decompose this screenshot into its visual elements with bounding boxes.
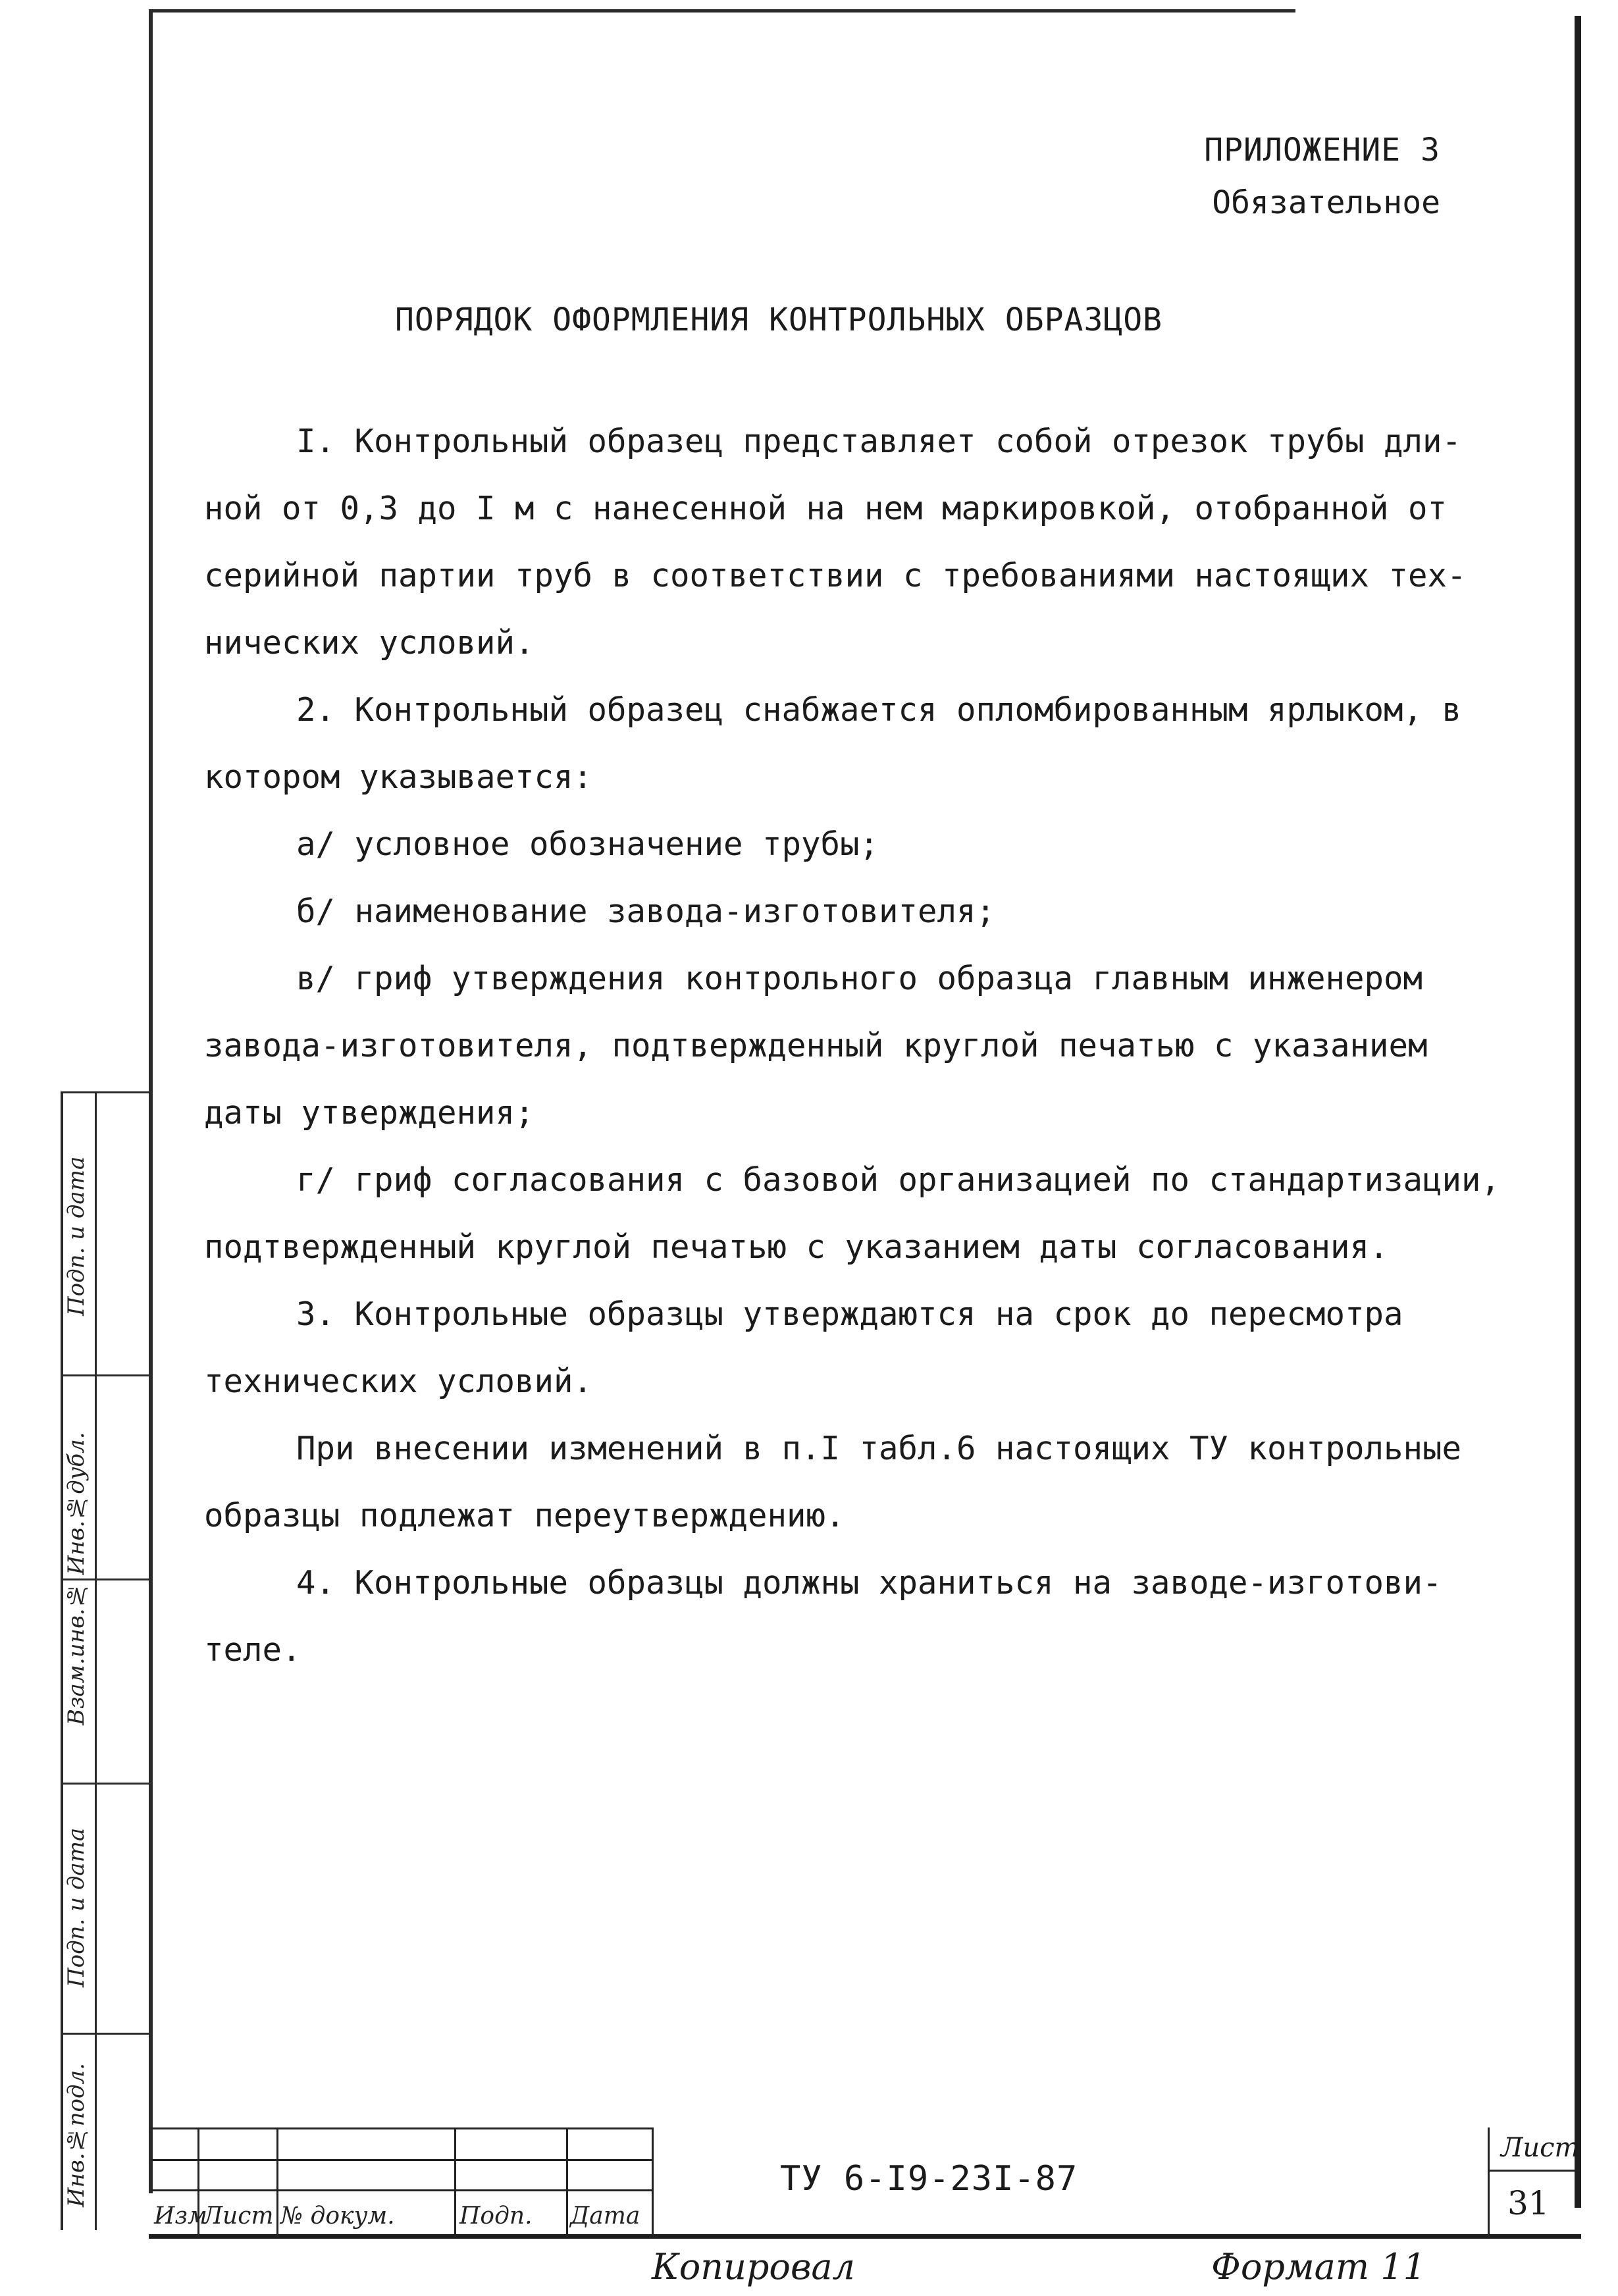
title-block-rule	[276, 2127, 278, 2237]
paragraph-1	[204, 408, 1540, 475]
text-line: образцы подлежат переутверждению.	[204, 1497, 845, 1534]
footer-format: Формат 11	[1211, 2246, 1426, 2287]
document-body	[204, 408, 1540, 1684]
text-line: 2. Контрольный образец снабжается опломбированным ярлыком, в	[296, 691, 1462, 729]
title-block-rule	[652, 2127, 654, 2237]
sheet-label: Лист	[1501, 2133, 1580, 2163]
text-line: 4. Контрольные образцы должны храниться на заводе-изготови-	[296, 1564, 1442, 1602]
paragraph-4	[204, 1415, 1540, 1482]
page-title: ПОРЯДОК ОФОРМЛЕНИЯ КОНТРОЛЬНЫХ ОБРАЗЦОВ	[395, 301, 1163, 338]
title-block-rule	[151, 2159, 652, 2161]
text-line: ной от 0,3 до I м с нанесенной на нем маркировкой, отобранной от	[204, 490, 1448, 527]
paragraph-3	[204, 1281, 1540, 1348]
footer-copied: Копировал	[652, 2246, 855, 2287]
title-block-rule	[566, 2127, 568, 2237]
text-line: завода-изготовителя, подтвержденный круглой печатью с указанием	[204, 1027, 1428, 1064]
title-block-rule	[151, 2127, 652, 2129]
paragraph-5	[204, 1550, 1540, 1617]
appendix-label: ПРИЛОЖЕНИЕ 3	[1204, 132, 1440, 169]
side-stamp-rule	[63, 1783, 153, 1785]
title-block-rule	[1488, 2170, 1580, 2172]
side-stamp-rule	[63, 1374, 153, 1376]
title-block-rule	[1488, 2127, 1490, 2237]
text-line: I. Контрольный образец представляет собой отрезок трубы дли-	[296, 423, 1462, 460]
side-label-sign-date-2: Подп. и дата	[63, 1827, 90, 1988]
title-block-rule	[151, 2189, 652, 2191]
text-line: подтвержденный круглой печатью с указанием даты согласования.	[204, 1228, 1389, 1266]
frame-right-line	[1575, 16, 1581, 2208]
list-item-b: б/ наименование завода-изготовителя;	[296, 893, 996, 930]
col-label-sign: Подп.	[459, 2203, 533, 2230]
side-stamp-rule	[63, 1091, 153, 1093]
frame-top-line	[150, 9, 1295, 13]
col-label-list: Лист	[203, 2203, 274, 2230]
text-line: 3. Контрольные образцы утверждаются на срок до пересмотра	[296, 1295, 1403, 1333]
col-label-doc: № докум.	[280, 2203, 395, 2230]
title-block	[151, 2127, 1580, 2237]
side-label-inventory: Взам.инв.№ Инв.№дубл.	[63, 1432, 90, 1725]
text-line: технических условий.	[204, 1363, 593, 1400]
text-line: нических условий.	[204, 624, 535, 662]
text-line: серийной партии труб в соответствии с требованиями настоящих тех-	[204, 557, 1467, 594]
sheet-number: 31	[1507, 2184, 1550, 2222]
side-stamp	[61, 1091, 155, 2230]
list-item-g: г/ гриф согласования с базовой организацией по стандартизации,	[296, 1161, 1501, 1199]
title-block-rule	[454, 2127, 456, 2237]
text-line: котором указывается:	[204, 758, 593, 796]
side-label-original-inventory: Инв.№подл.	[63, 2062, 90, 2207]
paragraph-2	[204, 677, 1540, 744]
side-stamp-divider	[95, 1091, 97, 2230]
text-line: теле.	[204, 1631, 301, 1669]
col-label-date: Дата	[570, 2203, 640, 2230]
col-label-izm: Изм	[154, 2203, 207, 2230]
text-line: При внесении изменений в п.I табл.6 настоящих ТУ контрольные	[296, 1430, 1462, 1467]
side-stamp-rule	[63, 2033, 153, 2035]
side-label-sign-date: Подп. и дата	[63, 1156, 90, 1317]
text-line: даты утверждения;	[204, 1094, 535, 1132]
document-code: ТУ 6-I9-23I-87	[780, 2159, 1078, 2199]
mandatory-label: Обязательное	[1212, 184, 1440, 221]
list-item-v: в/ гриф утверждения контрольного образца главным инженером	[296, 960, 1423, 997]
list-item-a: а/ условное обозначение трубы;	[296, 825, 879, 863]
